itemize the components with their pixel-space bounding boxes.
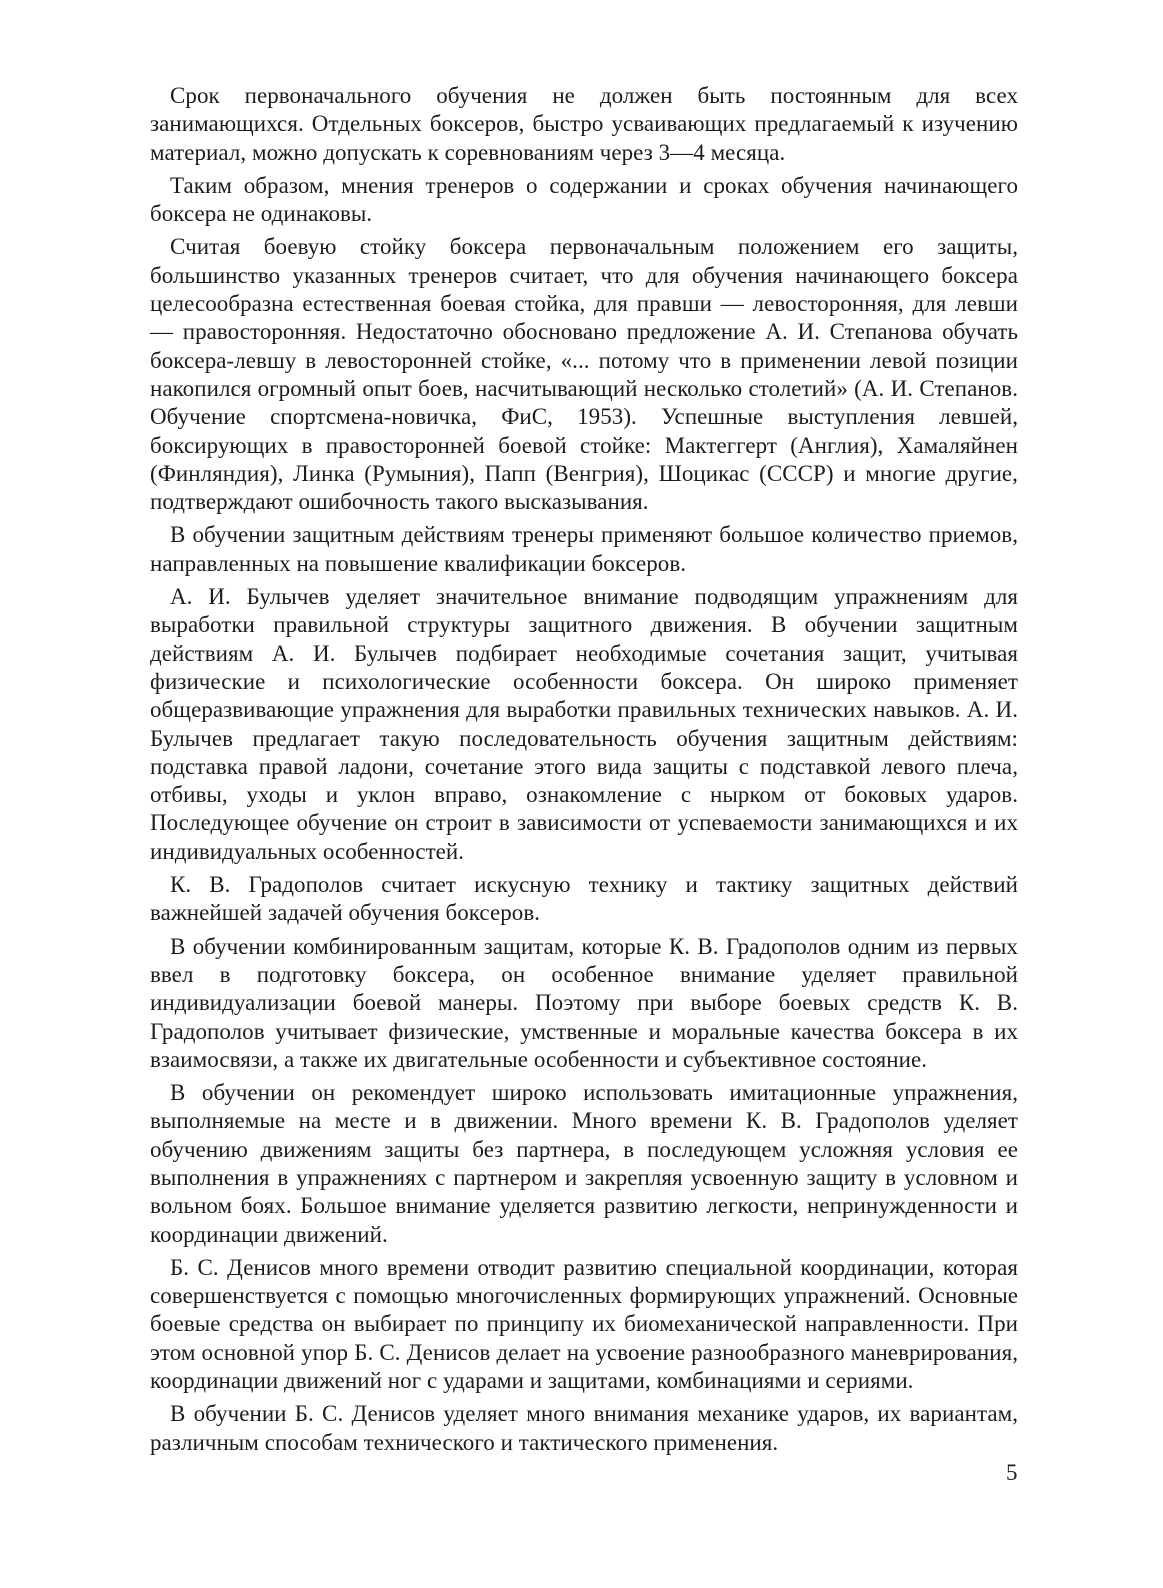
paragraph-2: Таким образом, мнения тренеров о содержании и сроках обучения начинающего боксера не одинаковы. (150, 172, 1018, 227)
paragraph-9: Б. С. Денисов много времени отводит развитию специальной координации, которая совершенствуется с помощью многочисленных формирующих упражнений. Основные боевые средства он выбирает по принципу их биомеханической направленности. При этом основной упор Б. С. Денисов делает на усвоение разнообразного маневрирования, координации движений ног с ударами и защитами, комбинациями и сериями. (150, 1254, 1018, 1394)
paragraph-10: В обучении Б. С. Денисов уделяет много внимания механике ударов, их вариантам, различным способам технического и тактического применения. (150, 1401, 1018, 1455)
page-body (150, 82, 1018, 1462)
paragraph-7: В обучении комбинированным защитам, которые К. В. Градополов одним из первых ввел в подготовку боксера, он особенное внимание уделяет правильной индивидуализации боевой манеры. Поэтому при выборе боевых средств К. В. Градополов учитывает физические, умственные и моральные качества боксера в их взаимосвязи, а также их двигательные особенности и субъективное состояние. (150, 933, 1018, 1072)
page-number: 5 (1006, 1460, 1018, 1485)
paragraph-3: Считая боевую стойку боксера первоначальным положением его защиты, большинство указанных тренеров считает, что для обучения начинающего боксера целесообразна естественная боевая стойка, для правши — левосторонняя, для левши — правосторонняя. Недостаточно обосновано предложение А. И. Степанова обучать боксера-левшу в левосторонней стойке, «... потому что в применении левой позиции накопился огромный опыт боев, насчитывающий несколько столетий» (А. И. Степанов. Обучение спортсмена-новичка, ФиС, 1953). Успешные выступления левшей, боксирующих в правосторонней боевой стойке: Мактеггерт (Англия), Хамаляйнен (Финляндия), Линка (Румыния), Папп (Венгрия), Шоцикас (СССР) и многие другие, подтверждают ошибочность такого высказывания. (150, 234, 1018, 515)
paragraph-1: Срок первоначального обучения не должен быть постоянным для всех занимающихся. Отдельных боксеров, быстро усваивающих предлагаемый к изучению материал, можно допускать к соревнованиям через 3—4 месяца. (150, 83, 1018, 165)
paragraph-5: А. И. Булычев уделяет значительное внимание подводящим упражнениям для выработки правильной структуры защитного движения. В обучении защитным действиям А. И. Булычев подбирает необходимые сочетания защит, учитывая физические и психологические особенности боксера. Он широко применяет общеразвивающие упражнения для выработки правильных технических навыков. А. И. Булычев предлагает такую последовательность обучения защитным действиям: подставка правой ладони, сочетание этого вида защиты с подставкой левого плеча, отбивы, уходы и уклон вправо, ознакомление с нырком от боковых ударов. Последующее обучение он строит в зависимости от успеваемости занимающихся и их индивидуальных особенностей. (150, 584, 1018, 864)
paragraph-4: В обучении защитным действиям тренеры применяют большое количество приемов, направленных на повышение квалификации боксеров. (150, 522, 1018, 576)
paragraph-6: К. В. Градополов считает искусную технику и тактику защитных действий важнейшей задачей обучения боксеров. (150, 872, 1018, 926)
paragraph-8: В обучении он рекомендует широко использовать имитационные упражнения, выполняемые на месте и в движении. Много времени К. В. Градополов уделяет обучению движениям защиты без партнера, в последующем усложняя условия ее выполнения в упражнениях с партнером и закрепляя усвоенную защиту в условном и вольном боях. Большое внимание уделяется развитию легкости, непринужденности и координации движений. (150, 1080, 1018, 1247)
